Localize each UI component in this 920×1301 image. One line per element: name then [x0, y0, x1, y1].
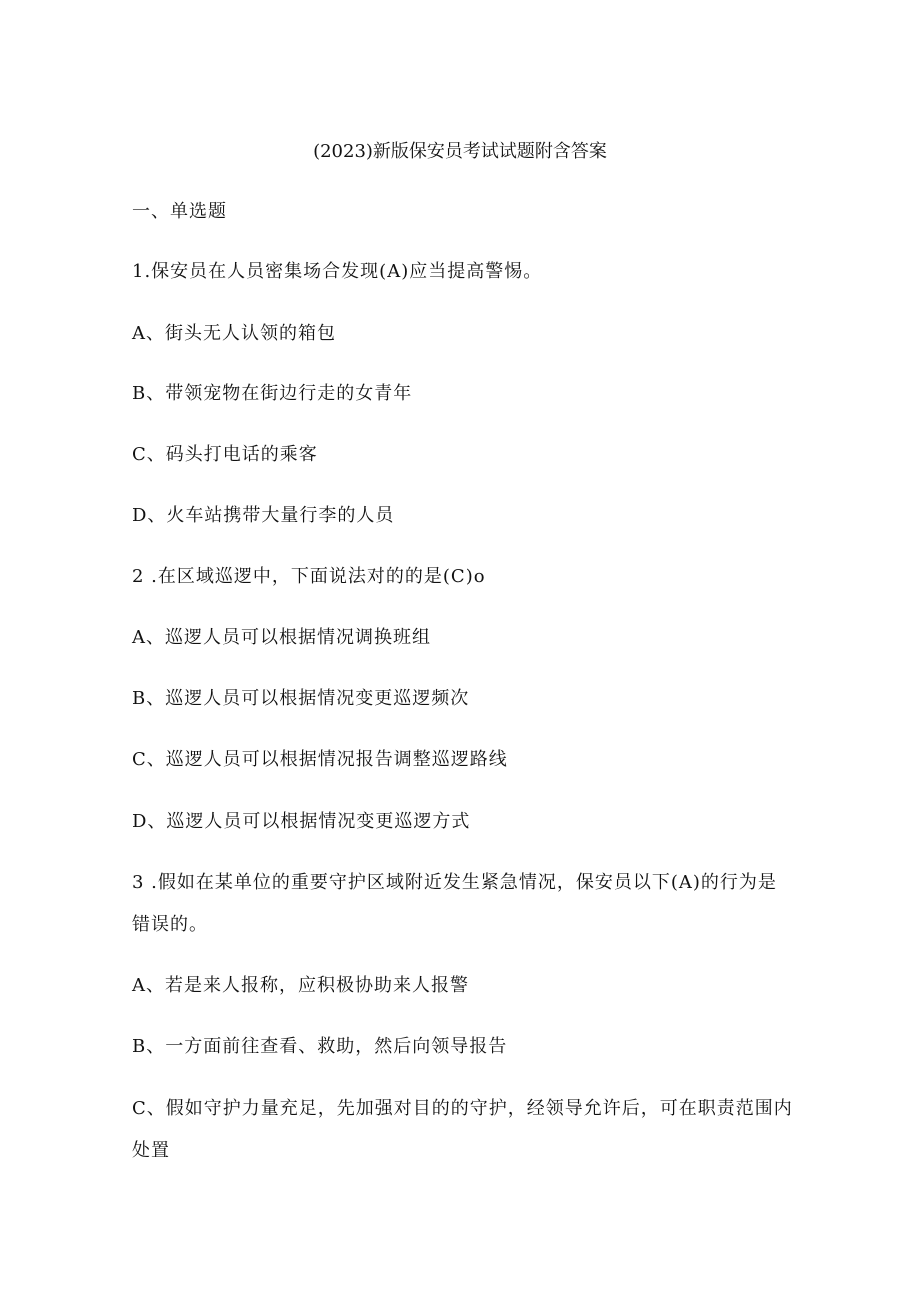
- question-3-option-c-line-1: C、假如守护力量充足，先加强对目的的守护，经领导允许后，可在职责范围内: [132, 1098, 793, 1119]
- question-2-stem: 2 .在区域巡逻中，下面说法对的的是(C)o: [132, 566, 486, 587]
- question-3-option-a: A、若是来人报称，应积极协助来人报警: [132, 975, 469, 996]
- question-3-option-c-line-2: 处置: [132, 1140, 170, 1161]
- question-2-option-d: D、巡逻人员可以根据情况变更巡逻方式: [132, 811, 471, 832]
- question-3-stem-line-2: 错误的。: [132, 914, 208, 935]
- section-heading: 一、单选题: [132, 201, 227, 222]
- question-2-option-a: A、巡逻人员可以根据情况调换班组: [132, 627, 431, 648]
- question-2-option-b: B、巡逻人员可以根据情况变更巡逻频次: [132, 688, 470, 709]
- question-3-stem-line-1: 3 .假如在某单位的重要守护区域附近发生紧急情况，保安员以下(A)的行为是: [132, 872, 777, 893]
- question-1-option-b: B、带领宠物在街边行走的女青年: [132, 383, 413, 404]
- question-1-option-c: C、码头打电话的乘客: [132, 444, 318, 465]
- question-1-option-d: D、火车站携带大量行李的人员: [132, 505, 395, 526]
- question-3-option-b: B、一方面前往查看、救助，然后向领导报告: [132, 1036, 508, 1057]
- question-2-option-c: C、巡逻人员可以根据情况报告调整巡逻路线: [132, 749, 508, 770]
- question-1-stem: 1.保安员在人员密集场合发现(A)应当提高警惕。: [132, 261, 543, 282]
- document-title: (2023)新版保安员考试试题附含答案: [313, 141, 607, 162]
- question-1-option-a: A、街头无人认领的箱包: [132, 323, 336, 344]
